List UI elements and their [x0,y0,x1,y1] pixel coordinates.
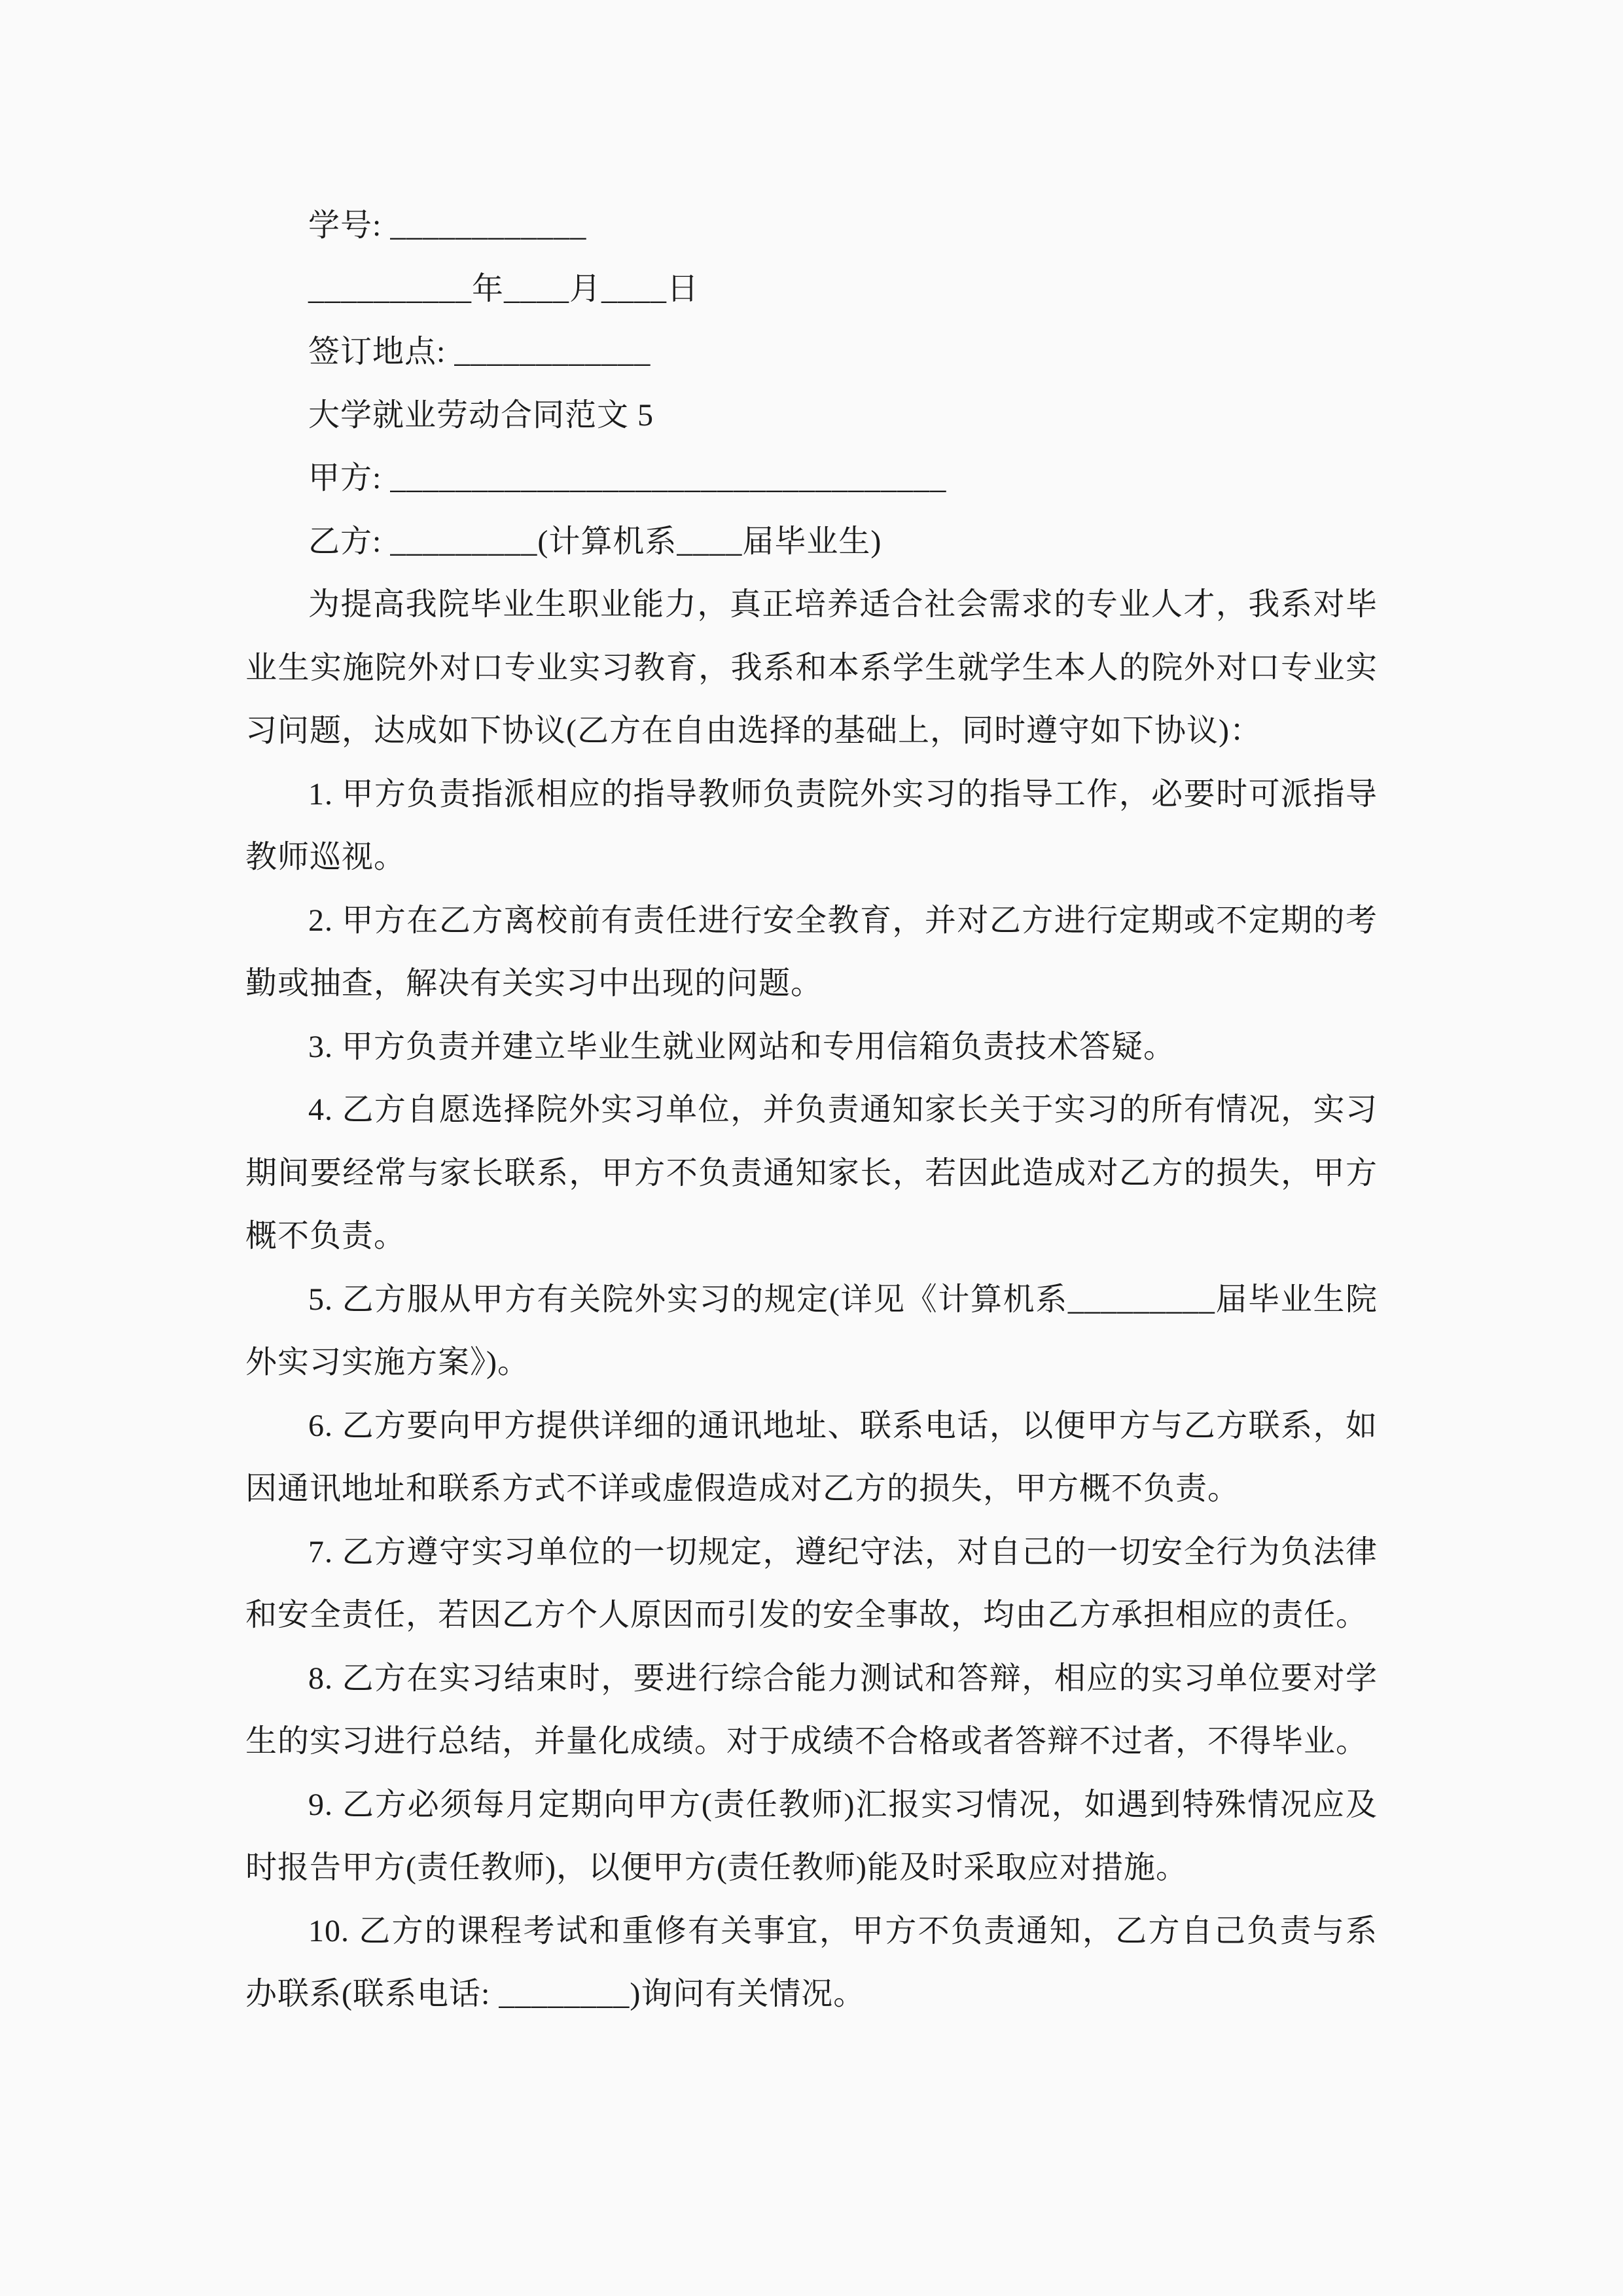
party-b-line: 乙方: _________(计算机系____届毕业生) [308,524,882,559]
clause-2: 2. 甲方在乙方离校前有责任进行安全教育，并对乙方进行定期或不定期的考勤或抽查，解决有关实习中出现的问题。 [245,903,1378,1001]
document-title: 大学就业劳动合同范文 5 [308,397,654,433]
clause-5: 5. 乙方服从甲方有关院外实习的规定(详见《计算机系_________届毕业生院外实习实施方案》)。 [245,1282,1378,1380]
clause-1: 1. 甲方负责指派相应的指导教师负责院外实习的指导工作，必要时可派指导教师巡视。 [245,776,1378,874]
clause-6: 6. 乙方要向甲方提供详细的通讯地址、联系电话，以便甲方与乙方联系，如因通讯地址和联系方式不详或虚假造成对乙方的损失，甲方概不负责。 [245,1408,1378,1506]
clause-3: 3. 甲方负责并建立毕业生就业网站和专用信箱负责技术答疑。 [308,1029,1176,1064]
clause-10: 10. 乙方的课程考试和重修有关事宜，甲方不负责通知，乙方自己负责与系办联系(联系电话: ________)询问有关情况。 [245,1913,1378,2011]
signing-place-line: 签订地点: ____________ [308,334,651,369]
date-line: __________年____月____日 [308,271,700,306]
clause-9: 9. 乙方必须每月定期向甲方(责任教师)汇报实习情况，如遇到特殊情况应及时报告甲方(责任教师)，以便甲方(责任教师)能及时采取应对措施。 [245,1787,1378,1885]
document-body [245,194,1378,2026]
clause-8: 8. 乙方在实习结束时，要进行综合能力测试和答辩，相应的实习单位要对学生的实习进行总结，并量化成绩。对于成绩不合格或者答辩不过者，不得毕业。 [245,1660,1378,1759]
student-id-line: 学号: ____________ [308,208,587,243]
clause-7: 7. 乙方遵守实习单位的一切规定，遵纪守法，对自己的一切安全行为负法律和安全责任，若因乙方个人原因而引发的安全事故，均由乙方承担相应的责任。 [245,1534,1378,1632]
intro-paragraph: 为提高我院毕业生职业能力，真正培养适合社会需求的专业人才，我系对毕业生实施院外对口专业实习教育，我系和本系学生就学生本人的院外对口专业实习问题，达成如下协议(乙方在自由选择的基础上，同时遵守如下协议)： [245,587,1378,748]
clause-4: 4. 乙方自愿选择院外实习单位，并负责通知家长关于实习的所有情况，实习期间要经常与家长联系，甲方不负责通知家长，若因此造成对乙方的损失，甲方概不负责。 [245,1092,1378,1253]
party-a-line: 甲方: __________________________________ [308,461,947,495]
